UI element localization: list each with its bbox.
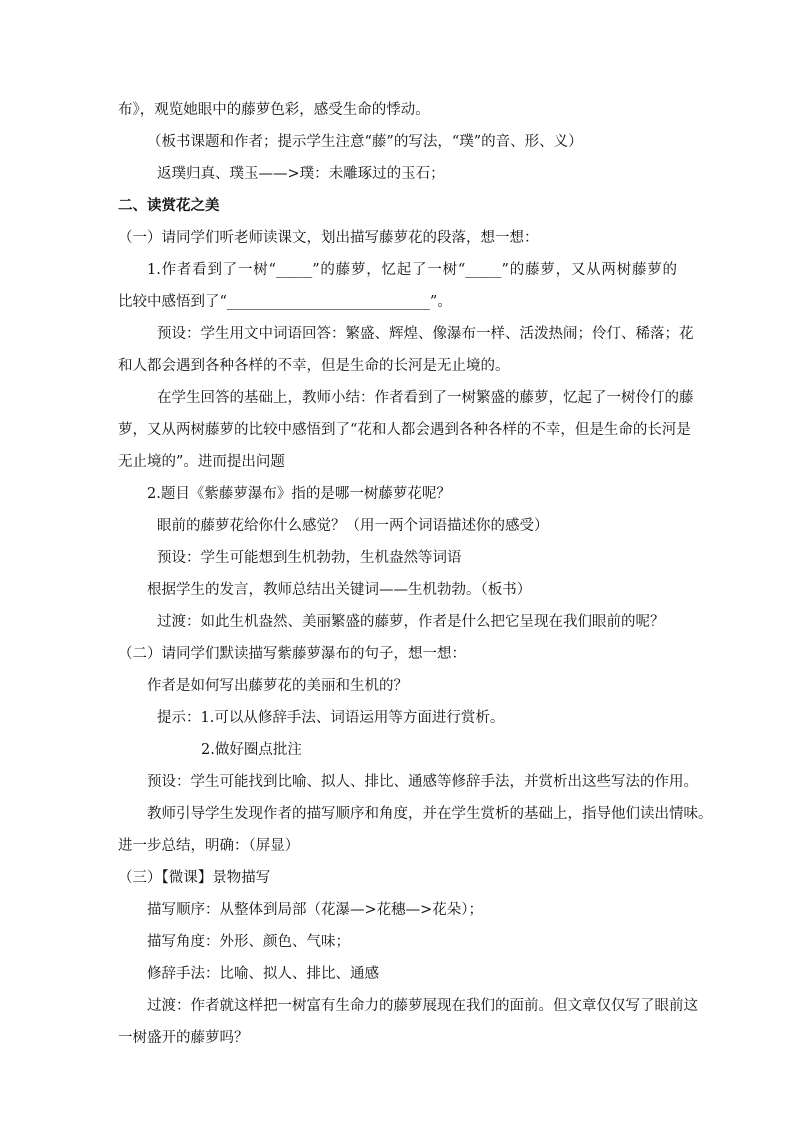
paragraph-line: 1.作者看到了一树“_____”的藤萝，忆起了一树“_____”的藤萝，又从两树藤萝的 [147,262,677,278]
paragraph-line: 提示：1.可以从修辞手法、词语运用等方面进行赏析。 [157,710,505,726]
paragraph-line: 萝，又从两树藤萝的比较中感悟到了“花和人都会遇到各种各样的不幸，但是生命的长河是 [118,422,691,438]
paragraph-line: 一树盛开的藤萝吗？ [118,1030,249,1046]
paragraph-line: 预设：学生可能找到比喻、拟人、排比、通感等修辞手法，并赏析出这些写法的作用。 [147,774,698,790]
paragraph-line: 眼前的藤萝花给你什么感觉？（用一两个词语描述你的感受） [157,518,549,534]
paragraph-line: 预设：学生可能想到生机勃勃，生机盎然等词语 [157,550,462,566]
paragraph-line: 教师引导学生发现作者的描写顺序和角度，并在学生赏析的基础上，指导他们读出情味。 [147,806,713,822]
paragraph-line: 过渡：作者就这样把一树富有生命力的藤萝展现在我们的面前。但文章仅仅写了眼前这 [147,998,698,1014]
paragraph-line: 过渡：如此生机盎然、美丽繁盛的藤萝，作者是什么把它呈现在我们眼前的呢？ [157,614,665,630]
paragraph-line: 和人都会遇到各种各样的不幸，但是生命的长河是无止境的。 [118,358,510,374]
paragraph-line: 描写角度：外形、颜色、气味； [147,934,350,950]
paragraph-line: 在学生回答的基础上，教师小结：作者看到了一树繁盛的藤萝，忆起了一树伶仃的藤 [157,390,694,406]
paragraph-line: 2.做好圈点批注 [201,742,302,758]
paragraph-line: 2.题目《紫藤萝瀑布》指的是哪一树藤萝花呢？ [147,486,451,502]
paragraph-line: 描写顺序：从整体到局部（花瀑—>花穗—>花朵）； [147,902,484,918]
paragraph-line: （板书课题和作者；提示学生注意“藤”的写法，“璞”的音、形、义） [147,134,583,150]
paragraph-line: 根据学生的发言，教师总结出关键词——生机勃勃。（板书） [147,582,532,598]
paragraph-line: 预设：学生用文中词语回答：繁盛、辉煌、像瀑布一样、活泼热闹；伶仃、稀落；花 [157,326,694,342]
paragraph-line: 修辞手法：比喻、拟人、排比、通感 [147,966,379,982]
subsection-heading: （二）请同学们默读描写紫藤萝瀑布的句子，想一想： [118,646,466,662]
paragraph-line: 比较中感悟到了“____________________________”。 [118,294,452,310]
paragraph-line: 返璞归真、璞玉——>璞：未雕琢过的玉石； [157,166,445,182]
section-heading: 二、读赏花之美 [118,198,220,214]
subsection-heading: （三）【微课】景物描写 [118,870,271,886]
paragraph-line: 作者是如何写出藤萝花的美丽和生机的？ [147,678,408,694]
paragraph-line: 布》，观览她眼中的藤萝色彩，感受生命的悸动。 [118,102,430,118]
subsection-heading: （一）请同学们听老师读课文，划出描写藤萝花的段落，想一想： [118,230,539,246]
paragraph-line: 无止境的”。进而提出问题 [118,454,285,470]
paragraph-line: 进一步总结，明确：（屏显） [118,838,300,854]
